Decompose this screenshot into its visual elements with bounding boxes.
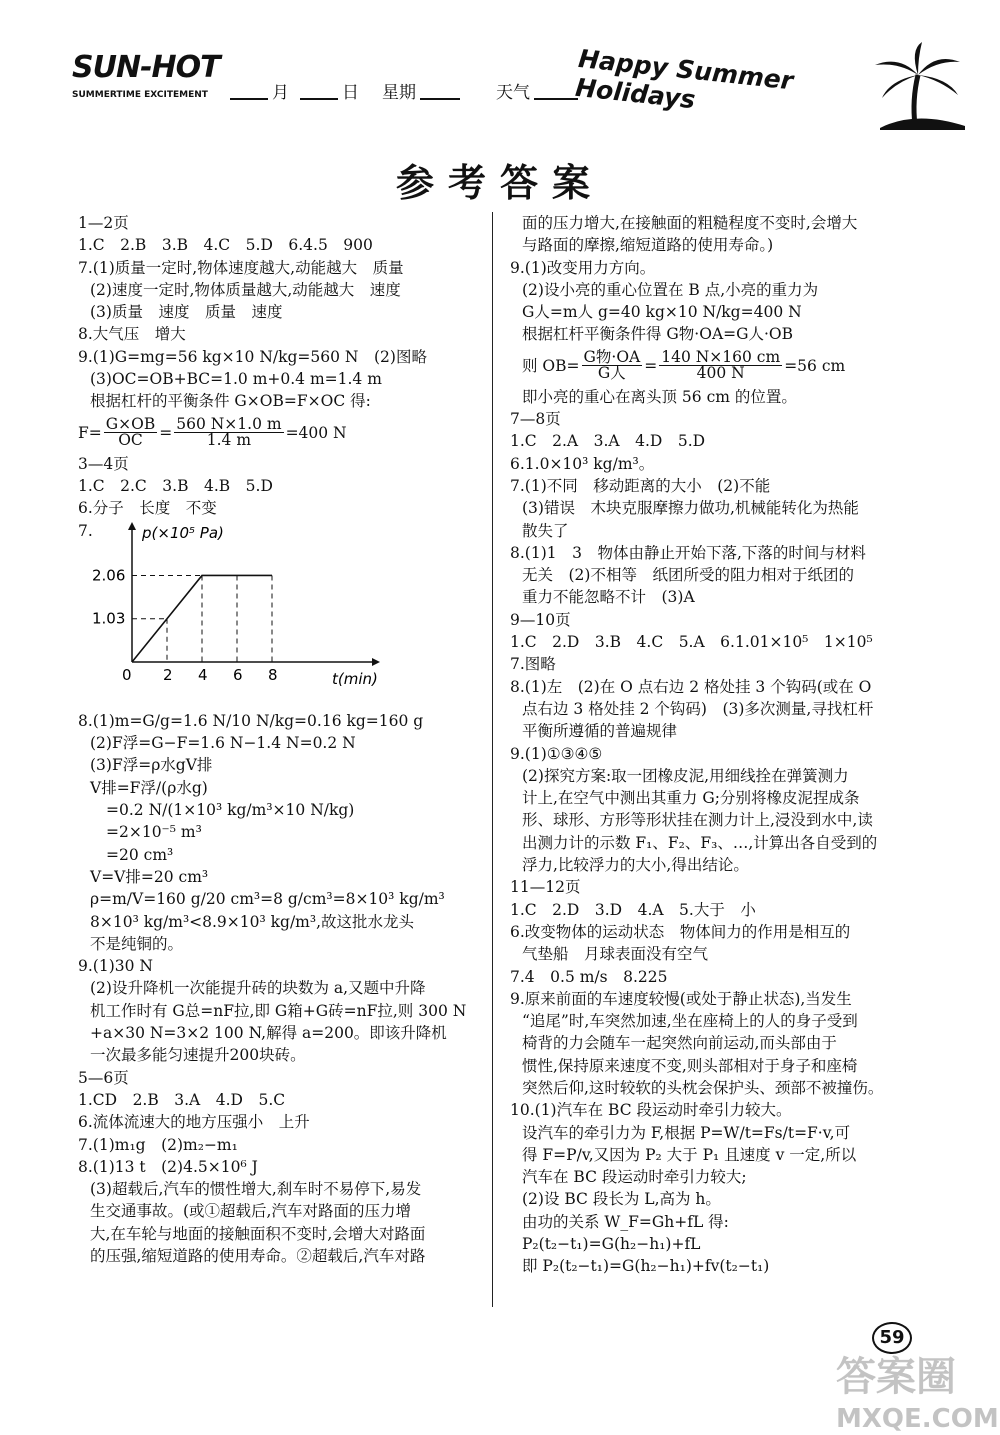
x-tick-label: 6	[233, 666, 243, 684]
text-line: +a×30 N=3×2 100 N,解得 a=200。即该升降机	[90, 1024, 447, 1043]
equals-sign: =	[644, 356, 658, 375]
x-tick-label: 0	[122, 666, 132, 684]
text-line: (3)F浮=ρ水gV排	[90, 756, 213, 775]
fraction	[582, 350, 643, 381]
formula-result: =400 N	[285, 423, 347, 442]
text-line: (3)超载后,汽车的惯性增大,刹车时不易停下,易发	[90, 1180, 422, 1199]
text-line: G人=m人 g=40 kg×10 N/kg=400 N	[522, 303, 802, 322]
text-line: 计上,在空气中测出其重力 G;分别将橡皮泥捏成条	[522, 789, 860, 808]
logo-text: SUN-HOT	[72, 50, 220, 85]
x-tick-label: 2	[163, 666, 173, 684]
text-line: 9.(1)①③④⑤	[510, 744, 603, 763]
text-line: (3)错误 木块克服摩擦力做功,机械能转化为热能	[522, 499, 859, 518]
numerator: G物·OA	[583, 348, 641, 367]
y-axis-label: p(×10⁵ Pa)	[142, 524, 224, 542]
numerator: G×OB	[105, 415, 156, 434]
numerator: 560 N×1.0 m	[176, 415, 282, 434]
text-line: 与路面的摩擦,缩短道路的使用寿命。)	[522, 236, 774, 255]
text-line: 根据杠杆的平衡条件 G×OB=F×OC 得:	[90, 392, 371, 411]
text-line: 重力不能忽略不计 (3)A	[522, 588, 695, 607]
fraction	[104, 417, 157, 448]
fraction	[174, 417, 283, 448]
day-label: 日	[342, 83, 359, 103]
formula-lhs: 则 OB=	[522, 356, 580, 375]
text-line: 9.(1)30 N	[78, 957, 153, 976]
text-line: 7.4 0.5 m/s 8.225	[510, 967, 668, 986]
text-line: 7.(1)不同 移动距离的大小 (2)不能	[510, 476, 771, 495]
text-line: 惯性,保持原来速度不变,则头部相对于身子和座椅	[522, 1056, 858, 1075]
text-line: 10.(1)汽车在 BC 段运动时牵引力较大。	[510, 1101, 792, 1120]
text-line: “追尾”时,车突然加速,坐在座椅上的人的身子受到	[522, 1012, 858, 1031]
text-line: 大,在车轮与地面的接触面积不变时,会增大对路面	[90, 1224, 426, 1243]
column-divider	[492, 212, 493, 1307]
denominator: OC	[118, 431, 143, 450]
text-line: 8.(1)1 3 物体由静止开始下落,下落的时间与材料	[510, 543, 866, 562]
palm-tree-icon	[860, 40, 970, 130]
text-line: 5—6页	[78, 1068, 129, 1087]
y-axis-arrow	[128, 522, 136, 530]
text-line: 7—8页	[510, 410, 561, 429]
day-field	[300, 78, 359, 103]
pressure-time-chart	[92, 520, 400, 690]
slogan: Happy Summer Holidays	[573, 44, 795, 115]
text-line: 即 P₂(t₂−t₁)=G(h₂−h₁)+fv(t₂−t₁)	[522, 1257, 770, 1276]
page-header	[60, 40, 940, 120]
text-line: 1.C 2.D 3.B 4.C 5.A 6.1.01×10⁵ 1×10⁵	[510, 633, 873, 652]
text-line: 机工作时有 G总=nF拉,即 G箱+G砖=nF拉,则 300 N	[90, 1001, 467, 1020]
text-line: 1.C 2.B 3.B 4.C 5.D 6.4.5 900	[78, 236, 373, 255]
text-line: 出测力计的示数 F₁、F₂、F₃、…,计算出各自受到的	[522, 833, 878, 852]
text-line: 突然后仰,这时较软的头枕会保护头、颈部不被撞伤。	[522, 1078, 884, 1097]
text-line: 散失了	[522, 521, 569, 540]
watermark	[836, 1345, 999, 1435]
month-label: 月	[272, 83, 289, 103]
sun-hot-logo	[72, 50, 222, 110]
y-tick-label: 2.06	[92, 566, 126, 585]
watermark-url: MXQE.COM	[836, 1404, 999, 1434]
text-line: =2×10⁻⁵ m³	[106, 823, 202, 842]
text-line: 平衡所遵循的普遍规律	[522, 722, 678, 741]
text-line: 8×10³ kg/m³<8.9×10³ kg/m³,故这批水龙头	[90, 912, 415, 931]
text-line: 生交通事故。(或①超载后,汽车对路面的压力增	[90, 1202, 411, 1221]
text-line: 无关 (2)不相等 纸团所受的阻力相对于纸团的	[522, 566, 854, 585]
text-line: 6.分子 长度 不变	[78, 499, 217, 518]
denominator: G人	[597, 364, 626, 383]
text-line: (3)OC=OB+BC=1.0 m+0.4 m=1.4 m	[90, 370, 382, 389]
text-line: (2)设升降机一次能提升砖的块数为 a,又题中升降	[90, 979, 426, 998]
text-line: 6.1.0×10³ kg/m³。	[510, 454, 655, 473]
text-line: (2)设小亮的重心位置在 B 点,小亮的重力为	[522, 280, 819, 299]
text-line: 8.(1)13 t (2)4.5×10⁶ J	[78, 1157, 258, 1176]
text-line: (2)探究方案:取一团橡皮泥,用细线拴在弹簧测力	[522, 766, 849, 785]
text-line: P₂(t₂−t₁)=G(h₂−h₁)+fL	[522, 1235, 701, 1254]
logo-subtext: SUMMERTIME EXCITEMENT	[72, 90, 208, 100]
text-line: 设汽车的牵引力为 F,根据 P=W/t=Fs/t=F·v,可	[522, 1123, 851, 1142]
text-line: 8.大气压 增大	[78, 325, 186, 344]
text-line: 1.CD 2.B 3.A 4.D 5.C	[78, 1090, 286, 1109]
text-line: 形、球形、方形等形状挂在测力计上,浸没到水中,读	[522, 811, 873, 830]
text-line: 7.	[78, 521, 93, 540]
x-axis-arrow	[372, 658, 380, 666]
text-line: 气垫船 月球表面没有空气	[522, 945, 709, 964]
text-line: ρ=m/V=160 g/20 cm³=8 g/cm³=8×10³ kg/m³	[90, 890, 445, 909]
text-line: 1.C 2.D 3.D 4.A 5.大于 小	[510, 900, 756, 919]
text-line: 一次最多能匀速提升200块砖。	[90, 1046, 306, 1065]
text-line: 9.原来前面的车速度较慢(或处于静止状态),当发生	[510, 989, 852, 1008]
text-line: 7.(1)质量一定时,物体速度越大,动能越大 质量	[78, 258, 404, 277]
text-line: 浮力,比较浮力的大小,得出结论。	[522, 856, 749, 875]
text-line: 7.图略	[510, 655, 556, 674]
denominator: 1.4 m	[206, 431, 252, 450]
text-line: 面的压力增大,在接触面的粗糙程度不变时,会增大	[522, 214, 858, 232]
text-line: 1.C 2.C 3.B 4.B 5.D	[78, 476, 273, 495]
equals-sign: =	[159, 423, 173, 442]
text-line: V排=F浮/(ρ水g)	[90, 778, 208, 797]
text-line: 椅背的力会随车一起突然向前运动,而头部由于	[522, 1034, 837, 1053]
numerator: 140 N×160 cm	[661, 348, 781, 367]
watermark-title: 答案圈	[836, 1354, 956, 1400]
text-line: 7.(1)m₁g (2)m₂−m₁	[78, 1135, 238, 1154]
weekday-field	[382, 78, 464, 103]
formula-OB	[510, 346, 920, 386]
text-line: (2)设 BC 段长为 L,高为 h。	[522, 1190, 721, 1209]
x-axis-label: t(min)	[332, 670, 378, 688]
formula-lhs: F=	[78, 423, 102, 442]
text-line: 即小亮的重心在离头顶 56 cm 的位置。	[522, 387, 797, 406]
text-line: =0.2 N/(1×10³ kg/m³×10 N/kg)	[106, 801, 355, 820]
fraction	[659, 350, 782, 381]
text-line: 8.(1)m=G/g=1.6 N/10 N/kg=0.16 kg=160 g	[78, 711, 424, 730]
text-line: 3—4页	[78, 454, 129, 473]
text-line: 9.(1)G=mg=56 kg×10 N/kg=560 N (2)图略	[78, 347, 427, 366]
right-column	[510, 212, 920, 1278]
text-line: V=V排=20 cm³	[90, 867, 209, 886]
x-tick-label: 8	[268, 666, 278, 684]
text-line: 11—12页	[510, 878, 581, 897]
text-line: (3)质量 速度 质量 速度	[90, 303, 283, 322]
left-column	[78, 212, 488, 1267]
formula-F	[78, 413, 488, 453]
formula-result: =56 cm	[784, 356, 846, 375]
text-line: 6.改变物体的运动状态 物体间力的作用是相互的	[510, 922, 851, 941]
text-line: 1—2页	[78, 214, 129, 232]
x-tick-label: 4	[198, 666, 208, 684]
text-line: 汽车在 BC 段运动时牵引力较大;	[522, 1168, 747, 1187]
text-line: (2)速度一定时,物体质量越大,动能越大 速度	[90, 280, 401, 299]
text-line: =20 cm³	[106, 845, 174, 864]
weather-label: 天气	[496, 83, 530, 103]
text-line: 得 F=P/v,又因为 P₂ 大于 P₁ 且速度 v 一定,所以	[522, 1145, 857, 1164]
text-line: 9.(1)改变用力方向。	[510, 258, 656, 277]
text-line: 1.C 2.A 3.A 4.D 5.D	[510, 432, 706, 451]
text-line: 点右边 3 格处挂 2 个钩码) (3)多次测量,寻找杠杆	[522, 699, 874, 718]
text-line: 8.(1)左 (2)在 O 点右边 2 格处挂 3 个钩码(或在 O	[510, 677, 872, 696]
month-field	[230, 78, 289, 103]
page-number: 59	[872, 1322, 912, 1354]
right-column-body	[510, 386, 920, 1278]
text-line: 根据杠杆平衡条件得 G物·OA=G人·OB	[522, 325, 794, 344]
text-line: 6.流体流速大的地方压强小 上升	[78, 1113, 310, 1132]
y-tick-label: 1.03	[92, 609, 126, 628]
text-line: 不是纯铜的。	[90, 934, 184, 953]
denominator: 400 N	[696, 364, 745, 383]
text-line: 9—10页	[510, 610, 571, 629]
weekday-label: 星期	[382, 83, 416, 103]
text-line: (2)F浮=G−F=1.6 N−1.4 N=0.2 N	[90, 734, 356, 753]
weather-field	[496, 78, 582, 103]
text-line: 由功的关系 W_F=Gh+fL 得:	[522, 1212, 729, 1231]
page-title: 参考答案	[395, 160, 604, 205]
text-line: 的压强,缩短道路的使用寿命。②超载后,汽车对路	[90, 1246, 426, 1265]
